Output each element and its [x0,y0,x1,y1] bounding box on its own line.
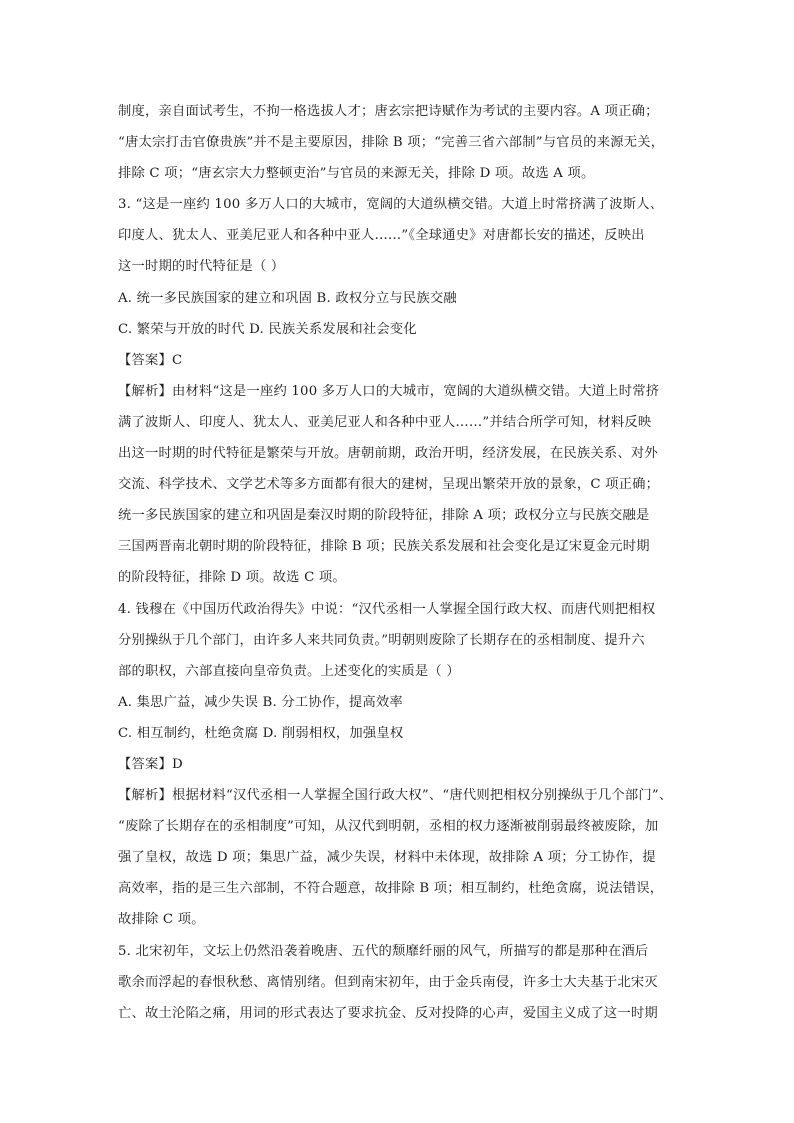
question-5-stem: 5. 北宋初年，文坛上仍然沿袭着晚唐、五代的颓靡纤丽的风气，所描写的都是那种在酒后 [118,943,649,959]
question-4-answer: 【答案】D [118,756,183,772]
document-body [118,96,690,1029]
question-3-answer: 【答案】C [118,352,183,368]
text-line: 部的职权，六部直接向皇帝负责。上述变化的实质是（ ） [118,663,460,679]
question-4-options-cd: C. 相互制约，杜绝贪腐 D. 削弱相权，加强皇权 [118,725,404,741]
text-line: 统一多民族国家的建立和巩固是秦汉时期的阶段特征，排除 A 项；政权分立与民族交融是 [118,508,650,524]
question-4-analysis: 【解析】根据材料“汉代丞相一人掌握全国行政大权”、“唐代则把相权分别操纵于几个部门”、 [118,788,673,804]
text-line: 歌余而浮起的春恨秋愁、离情别绪。但到南宋初年，由于金兵南侵，许多士大夫基于北宋灭 [118,974,658,990]
text-line: 分别操纵于几个部门，由许多人来共同负责。”明朝则废除了长期存在的丞相制度、提升六 [118,632,645,648]
question-3-options-cd: C. 繁荣与开放的时代 D. 民族关系发展和社会变化 [118,321,417,337]
text-line: 的阶段特征，排除 D 项。故选 C 项。 [118,570,346,586]
question-4-options-ab: A. 集思广益，减少失误 B. 分工协作，提高效率 [118,694,403,710]
question-3-options-ab: A. 统一多民族国家的建立和巩固 B. 政权分立与民族交融 [118,290,457,306]
text-line: 出这一时期的时代特征是繁荣与开放。唐朝前期，政治开明，经济发展，在民族关系、对外 [118,446,658,462]
text-line: 这一时期的时代特征是（ ） [118,259,285,275]
question-3-stem: 3. “这是一座约 100 多万人口的大城市，宽阔的大道纵横交错。大道上时常挤满了波斯人、 [118,197,664,213]
text-line: 交流、科学技术、文学艺术等多方面都有很大的建树，呈现出繁荣开放的景象，C 项正确； [118,477,660,493]
text-line: 印度人、犹太人、亚美尼亚人和各种中亚人……”《全球通史》对唐都长安的描述，反映出 [118,228,645,244]
text-line: “唐太宗打击官僚贵族”并不是主要原因，排除 B 项；“完善三省六部制”与官员的来源无关， [118,135,665,151]
text-line: 排除 C 项；“唐玄宗大力整顿吏治”与官员的来源无关，排除 D 项。故选 A 项。 [118,166,595,182]
question-3-analysis: 【解析】由材料“这是一座约 100 多万人口的大城市，宽阔的大道纵横交错。大道上时常挤 [118,383,660,399]
text-line: “废除了长期存在的丞相制度”可知，从汉代到明朝，丞相的权力逐渐被削弱最终被废除，加 [118,819,659,835]
question-4-stem: 4. 钱穆在《中国历代政治得失》中说：“汉代丞相一人掌握全国行政大权、而唐代则把相权 [118,601,656,617]
text-line: 故排除 C 项。 [118,912,205,928]
text-line: 亡、故土沦陷之痛，用词的形式表达了要求抗金、反对投降的心声，爱国主义成了这一时期 [118,1005,658,1021]
text-line: 制度，亲自面试考生，不拘一格选拔人才；唐玄宗把诗赋作为考试的主要内容。A 项正确； [118,104,659,119]
text-line: 强了皇权，故选 D 项；集思广益，减少失误，材料中未体现，故排除 A 项；分工协作，提 [118,850,656,866]
text-line: 满了波斯人、印度人、犹太人、亚美尼亚人和各种中亚人……”并结合所学可知，材料反映 [118,414,652,430]
text-line: 三国两晋南北朝时期的阶段特征，排除 B 项；民族关系发展和社会变化是辽宋夏金元时期 [118,539,650,555]
text-line: 高效率，指的是三生六部制，不符合题意，故排除 B 项；相互制约，杜绝贪腐，说法错误， [118,881,664,897]
